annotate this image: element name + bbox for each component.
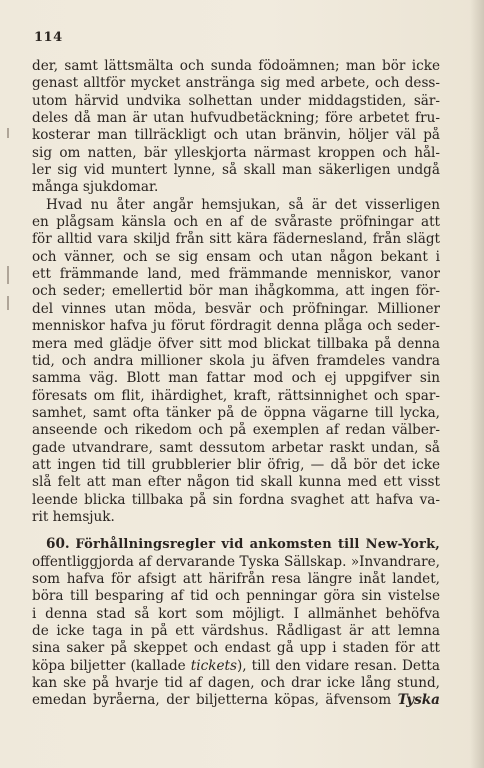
text-line: samhet, samt ofta tänker på de öppna vägarne till lycka,	[32, 404, 440, 421]
text-line: att ingen tid till grubblerier blir öfrig, — då bör det icke	[32, 456, 440, 473]
text-line: deles då man är utan hufvudbetäckning; före arbetet fru-	[32, 110, 440, 127]
page-number: 114	[34, 30, 63, 45]
text-fragment: köpa biljetter (kallade	[32, 657, 191, 674]
text-line: del vinnes utan möda, besvär och pröfningar. Millioner	[32, 300, 440, 317]
text-line: som hafva för afsigt att härifrån resa längre inåt landet,	[32, 570, 440, 587]
text-line: der, samt lättsmälta och sunda födoämnen; man bör icke	[32, 58, 440, 74]
text-line: slå felt att man efter någon tid skall kunna med ett visst	[32, 474, 440, 491]
text-line: sig om natten, bär ylleskjorta närmast kroppen och hål-	[32, 144, 440, 161]
text-line: samma väg. Blott man fattar mod och ej uppgifver sin	[32, 370, 440, 387]
body-text	[32, 58, 440, 710]
text-line: mera med glädje öfver sitt mod blickat tillbaka på denna	[32, 335, 440, 352]
paragraph-1	[32, 58, 440, 197]
text-line: i denna stad så kort som möjligt. I allmänhet behöfva	[32, 605, 440, 622]
text-fragment: emedan byråerna, der biljetterna köpas, äfvensom	[32, 692, 398, 709]
text-line: utom härvid undvika solhettan under middagstiden, sär-	[32, 92, 440, 109]
paragraph-2	[32, 197, 440, 527]
text-line: och vänner, och se sig ensam och utan någon bekant i	[32, 248, 440, 265]
margin-mark	[7, 266, 9, 284]
text-line: menniskor hafva ju förut fördragit denna plåga och seder-	[32, 318, 440, 335]
margin-mark	[7, 296, 9, 310]
text-line: en plågsam känsla och en af de svåraste pröfningar att	[32, 214, 440, 231]
section-number: 60.	[46, 536, 70, 553]
text-line: och seder; emellertid bör man ihågkomma, att ingen för-	[32, 283, 440, 300]
text-line: offentliggjorda af dervarande Tyska Sällskap. »Invandrare,	[32, 553, 440, 570]
text-line: genast alltför mycket anstränga sig med arbete, och dess-	[32, 75, 440, 92]
text-line: kan ske på hvarje tid af dagen, och drar icke lång stund,	[32, 675, 440, 692]
text-line: föresats om flit, ihärdighet, kraft, rättsinnighet och spar-	[32, 387, 440, 404]
text-line: ett främmande land, med främmande menniskor, vanor	[32, 266, 440, 283]
margin-mark	[7, 128, 9, 138]
text-line: många sjukdomar.	[32, 179, 159, 196]
text-line: rit hemsjuk.	[32, 508, 115, 525]
text-line: Hvad nu åter angår hemsjukan, så är det visserligen	[46, 196, 440, 213]
text-line: anseende och rikedom och på exemplen af redan välber-	[32, 422, 440, 439]
text-fragment: ), till den vidare resan. Detta	[236, 657, 440, 674]
text-line: tid, och andra millioner skola ju äfven framdeles vandra	[32, 352, 440, 369]
emphasis-tickets: tickets	[190, 657, 237, 674]
text-line: kosterar man tillräckligt och utan bränvin, höljer väl på	[32, 127, 440, 144]
section-60	[32, 536, 440, 709]
emphasis-tyska: Tyska	[397, 692, 440, 709]
text-line	[32, 658, 440, 675]
section-heading-line	[32, 536, 440, 553]
text-line: sina saker på skeppet och endast gå upp i staden för att	[32, 640, 440, 657]
text-line: böra till besparing af tid och penningar göra sin vistelse	[32, 588, 440, 605]
text-line: de icke taga in på ett värdshus. Rådligast är att lemna	[32, 623, 440, 639]
text-line: leende blicka tillbaka på sin fordna svaghet att hafva va-	[32, 491, 440, 508]
text-line	[32, 692, 440, 709]
text-line: ler sig vid muntert lynne, så skall man säkerligen undgå	[32, 162, 440, 179]
section-heading: Förhållningsregler vid ankomsten till New-York,	[75, 537, 440, 553]
text-line: för alltid vara skiljd från sitt kära fädernesland, från slägt	[32, 231, 440, 248]
page-spine-shadow	[470, 0, 484, 768]
text-line: gade utvandrare, samt dessutom arbetar raskt undan, så	[32, 439, 440, 456]
